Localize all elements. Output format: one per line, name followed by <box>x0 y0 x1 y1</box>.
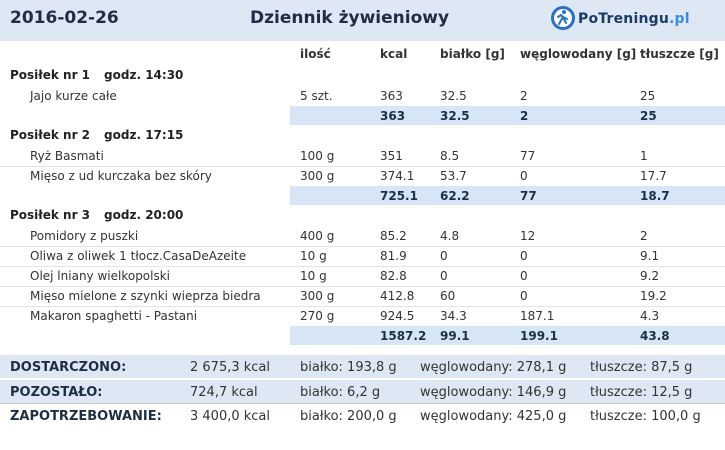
totals-kcal: 2 675,3 kcal <box>190 360 271 375</box>
sum-kcal: 1587.2 <box>380 329 427 343</box>
food-name: Mięso z ud kurczaka bez skóry <box>30 169 212 183</box>
meal-header <box>10 208 183 222</box>
food-protein: 53.7 <box>440 169 467 183</box>
food-kcal: 374.1 <box>380 169 415 183</box>
food-fat: 25 <box>640 89 656 103</box>
food-qty: 5 szt. <box>300 89 333 103</box>
food-carbs: 0 <box>520 169 528 183</box>
food-name: Olej lniany wielkopolski <box>30 269 171 283</box>
totals-protein: białko: 200,0 g <box>300 409 397 424</box>
meal-name: Posiłek nr 3 <box>10 208 91 222</box>
food-carbs: 2 <box>520 89 528 103</box>
food-fat: 9.1 <box>640 249 660 263</box>
food-qty: 300 g <box>300 169 335 183</box>
food-carbs: 12 <box>520 229 536 243</box>
food-name: Ryż Basmati <box>30 149 104 163</box>
food-row[interactable] <box>0 286 725 306</box>
food-fat: 17.7 <box>640 169 667 183</box>
totals-protein: białko: 6,2 g <box>300 385 381 400</box>
totals-requirement-row <box>0 404 725 427</box>
meal-sum-row <box>290 186 725 205</box>
logo-text <box>578 11 690 27</box>
food-kcal: 82.8 <box>380 269 407 283</box>
totals-fat: tłuszcze: 100,0 g <box>590 409 701 424</box>
food-protein: 34.3 <box>440 309 467 323</box>
sum-protein: 62.2 <box>440 189 470 203</box>
col-header-qty: ilość <box>300 47 331 61</box>
food-name: Mięso mielone z szynki wieprza biedra <box>30 289 261 303</box>
food-row[interactable] <box>0 86 725 106</box>
totals-label: ZAPOTRZEBOWANIE: <box>10 409 162 424</box>
col-header-kcal: kcal <box>380 47 408 61</box>
col-header-fat: tłuszcze [g] <box>640 47 719 61</box>
meal-header <box>10 128 183 142</box>
totals-remaining-row <box>0 380 725 403</box>
food-row[interactable] <box>0 146 725 166</box>
food-name: Jajo kurze całe <box>30 89 117 103</box>
logo-text-suffix: .pl <box>669 11 690 27</box>
food-qty: 10 g <box>300 269 327 283</box>
food-fat: 9.2 <box>640 269 660 283</box>
sum-protein: 99.1 <box>440 329 470 343</box>
food-qty: 270 g <box>300 309 335 323</box>
sum-protein: 32.5 <box>440 109 470 123</box>
meal-time: godz. 17:15 <box>104 128 184 142</box>
food-protein: 4.8 <box>440 229 460 243</box>
food-row[interactable] <box>0 306 725 326</box>
food-row[interactable] <box>0 246 725 266</box>
food-kcal: 85.2 <box>380 229 407 243</box>
totals-delivered-row <box>0 355 725 378</box>
totals-label: POZOSTAŁO: <box>10 385 103 400</box>
food-kcal: 412.8 <box>380 289 415 303</box>
food-protein: 32.5 <box>440 89 467 103</box>
sum-carbs: 199.1 <box>520 329 558 343</box>
food-qty: 10 g <box>300 249 327 263</box>
food-name: Pomidory z puszki <box>30 229 139 243</box>
food-kcal: 924.5 <box>380 309 415 323</box>
sum-carbs: 77 <box>520 189 537 203</box>
diary-date: 2016-02-26 <box>10 8 119 28</box>
food-row[interactable] <box>0 166 725 186</box>
meal-header <box>10 68 183 82</box>
food-carbs: 0 <box>520 249 528 263</box>
food-name: Oliwa z oliwek 1 tłocz.CasaDeAzeite <box>30 249 247 263</box>
sum-fat: 25 <box>640 109 657 123</box>
food-kcal: 81.9 <box>380 249 407 263</box>
logo-text-main: PoTreningu <box>578 11 670 27</box>
food-kcal: 351 <box>380 149 403 163</box>
meal-time: godz. 20:00 <box>104 208 184 222</box>
meal-time: godz. 14:30 <box>104 68 184 82</box>
food-protein: 8.5 <box>440 149 460 163</box>
sum-fat: 43.8 <box>640 329 670 343</box>
sum-carbs: 2 <box>520 109 529 123</box>
meal-sum-row <box>290 326 725 345</box>
page-title: Dziennik żywieniowy <box>250 8 450 28</box>
food-kcal: 363 <box>380 89 403 103</box>
food-carbs: 0 <box>520 269 528 283</box>
food-qty: 100 g <box>300 149 335 163</box>
food-name: Makaron spaghetti - Pastani <box>30 309 198 323</box>
totals-carbs: węglowodany: 425,0 g <box>420 409 567 424</box>
food-carbs: 77 <box>520 149 536 163</box>
food-fat: 2 <box>640 229 648 243</box>
totals-label: DOSTARCZONO: <box>10 360 127 375</box>
col-header-protein: białko [g] <box>440 47 505 61</box>
food-fat: 19.2 <box>640 289 667 303</box>
runner-logo-icon <box>550 5 576 31</box>
food-fat: 1 <box>640 149 648 163</box>
totals-fat: tłuszcze: 12,5 g <box>590 385 693 400</box>
totals-carbs: węglowodany: 146,9 g <box>420 385 567 400</box>
totals-protein: białko: 193,8 g <box>300 360 397 375</box>
food-carbs: 0 <box>520 289 528 303</box>
food-qty: 400 g <box>300 229 335 243</box>
totals-fat: tłuszcze: 87,5 g <box>590 360 693 375</box>
sum-kcal: 725.1 <box>380 189 418 203</box>
food-protein: 60 <box>440 289 456 303</box>
totals-carbs: węglowodany: 278,1 g <box>420 360 567 375</box>
col-header-carbs: węglowodany [g] <box>520 47 637 61</box>
food-protein: 0 <box>440 269 448 283</box>
meal-name: Posiłek nr 2 <box>10 128 91 142</box>
food-row[interactable] <box>0 266 725 286</box>
food-protein: 0 <box>440 249 448 263</box>
food-qty: 300 g <box>300 289 335 303</box>
food-fat: 4.3 <box>640 309 660 323</box>
totals-kcal: 3 400,0 kcal <box>190 409 271 424</box>
totals-kcal: 724,7 kcal <box>190 385 258 400</box>
meal-name: Posiłek nr 1 <box>10 68 91 82</box>
sum-fat: 18.7 <box>640 189 670 203</box>
sum-kcal: 363 <box>380 109 406 123</box>
meal-sum-row <box>290 106 725 125</box>
food-carbs: 187.1 <box>520 309 555 323</box>
food-row[interactable] <box>0 226 725 246</box>
